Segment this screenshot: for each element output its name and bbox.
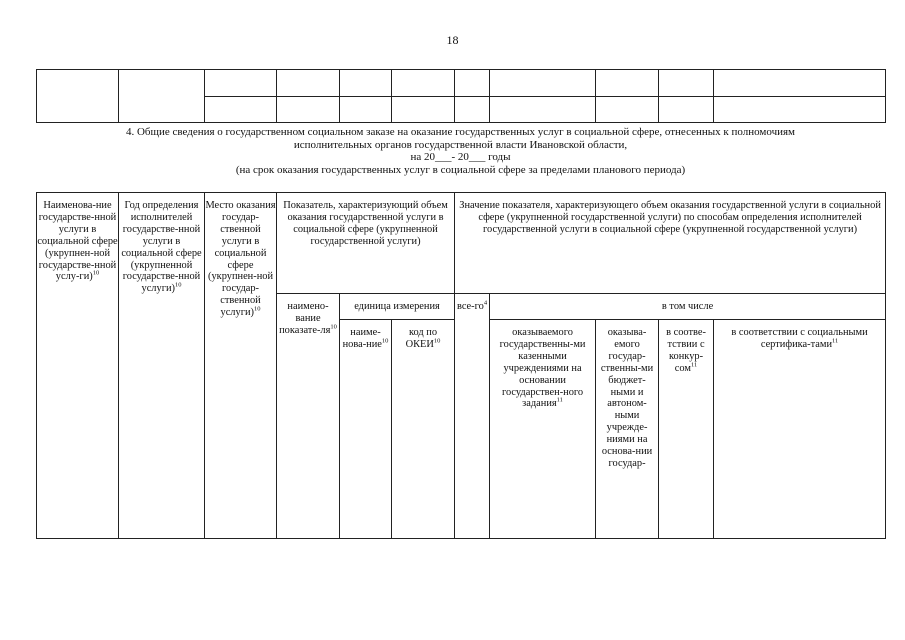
blank-cell	[340, 97, 392, 123]
blank-cell	[205, 97, 277, 123]
header-unit: единица измерения	[340, 294, 455, 320]
blank-cell	[392, 97, 455, 123]
section-heading-line: исполнительных органов государственной власти Ивановской области,	[293, 138, 628, 151]
blank-cell	[455, 70, 490, 97]
section-heading-line: (на срок оказания государственных услуг в социальной сфере за пределами планового периода)	[235, 163, 686, 176]
blank-cell	[596, 97, 659, 123]
blank-cell	[37, 70, 119, 123]
section-heading-line: на 20___- 20___ годы	[410, 151, 511, 163]
page-number: 18	[446, 33, 459, 47]
blank-cell	[714, 97, 886, 123]
header-okei-code: код по ОКЕИ$^{10}$	[392, 320, 455, 539]
blank-cell	[659, 70, 714, 97]
blank-cell	[119, 70, 205, 123]
previous-table-continuation	[36, 69, 886, 123]
header-place: Место оказания государ-ственной услуги в социальной сфере (укрупнен-ной государ-ственной услуги)$^{10}$	[205, 193, 277, 539]
blank-cell	[392, 70, 455, 97]
section-heading	[36, 126, 885, 176]
header-indicator-value: Значение показателя, характеризующего объем оказания государственной услуги в социальной сфере (укрупненной государственной услуги) по способам определения исполнителей государственной услуги в социальной сфере (укрупненной государственной услуги)	[455, 193, 886, 294]
blank-cell	[490, 97, 596, 123]
header-service-name: Наименова-ние государстве-нной услуги в социальной сфере (укрупнен-ной государстве-нной услу-ги)$^{10}$	[37, 193, 119, 539]
blank-cell	[596, 70, 659, 97]
section-heading-line: 4. Общие сведения о государственном социальном заказе на оказание государственных услуг в социальной сфере, отнесенных к полномочиям	[125, 126, 796, 138]
social-order-table	[36, 192, 886, 539]
header-indicator: Показатель, характеризующий объем оказания государственной услуги в социальной сфере (укрупненной государственной услуги)	[277, 193, 455, 294]
header-state-institutions: оказываемого государственны-ми казенными учреждениями на основании государствен-ного задания$^{11}$	[490, 320, 596, 539]
blank-cell	[490, 70, 596, 97]
blank-cell	[714, 70, 886, 97]
header-unit-name: наиме-нова-ние$^{10}$	[340, 320, 392, 539]
blank-cell	[659, 97, 714, 123]
header-including: в том числе	[490, 294, 886, 320]
blank-cell	[340, 70, 392, 97]
blank-cell	[455, 97, 490, 123]
header-certificates: в соответствии с социальными сертифика-тами$^{11}$	[714, 320, 886, 539]
header-indicator-name: наимено-вание показате-$ля^{10}$	[277, 294, 340, 539]
blank-cell	[277, 97, 340, 123]
header-total: все-$го^4$	[455, 294, 490, 539]
blank-cell	[277, 70, 340, 97]
blank-cell	[205, 70, 277, 97]
header-budget-institutions: оказыва-емого государ-ственны-ми бюджет-ными и автоном-ными учрежде-ниями на основа-нии государ-	[596, 320, 659, 539]
header-competition: в соотве-тствии с конкур-сом$^{11}$	[659, 320, 714, 539]
header-year: Год определения исполнителей государстве-нной услуги в социальной сфере (укрупненной государстве-нной услуги)$^{10}$	[119, 193, 205, 539]
